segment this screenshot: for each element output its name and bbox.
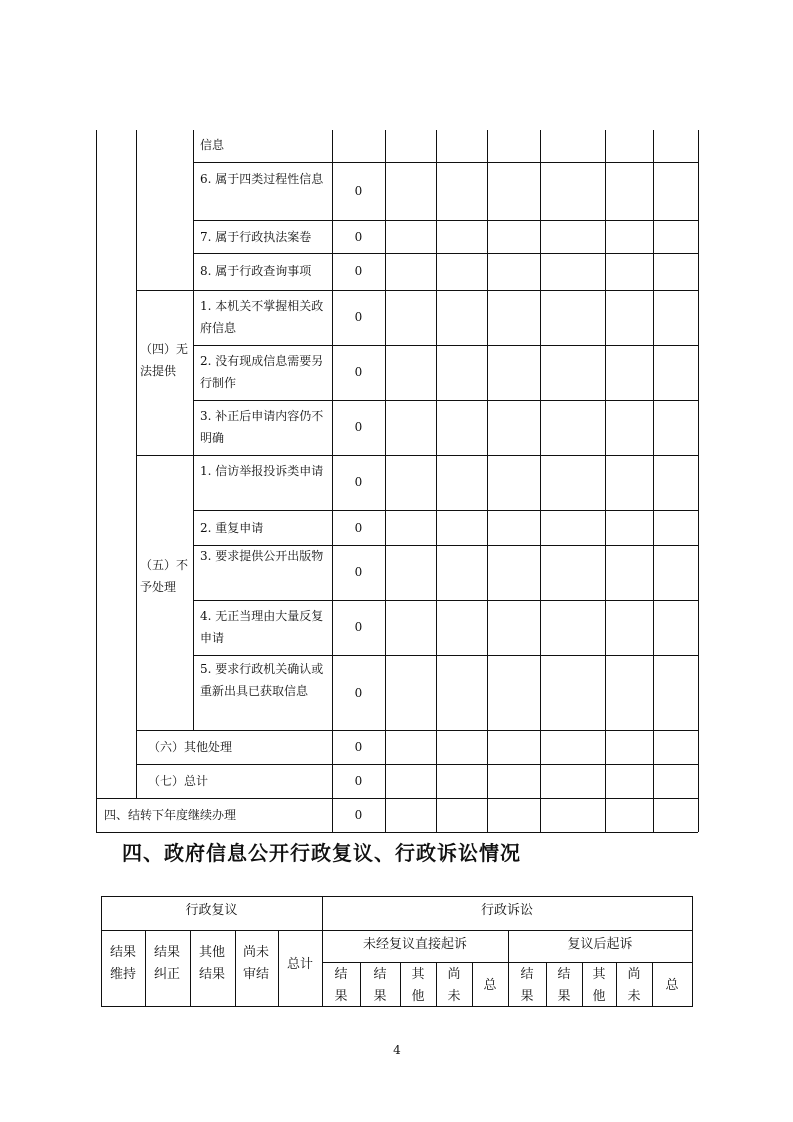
table-value: 0 xyxy=(354,565,363,579)
col-direct-1: 结果 xyxy=(334,967,348,1004)
col-after-4: 尚未 xyxy=(627,967,641,1004)
table-row: 6. 属于四类过程性信息 xyxy=(200,172,324,186)
table-row: 1. 本机关不掌握相关政府信息 xyxy=(200,299,324,335)
table-row: 1. 信访举报投诉类申请 xyxy=(200,464,324,478)
header-litigation: 行政诉讼 xyxy=(480,903,533,918)
col-result-corrected: 结果纠正 xyxy=(153,945,180,982)
header-after-reconsideration: 复议后起诉 xyxy=(567,937,633,952)
table-value: 0 xyxy=(354,521,363,535)
table-value: 0 xyxy=(354,184,363,198)
table-value: 0 xyxy=(354,686,363,700)
group-label-not-processed: （五）不予处理 xyxy=(140,558,189,594)
col-pending: 尚未审结 xyxy=(242,945,269,982)
total-label: （七）总计 xyxy=(148,774,209,788)
table-value: 0 xyxy=(354,310,363,324)
other-handling-value: 0 xyxy=(354,740,363,754)
section-title: 四、政府信息公开行政复议、行政诉讼情况 xyxy=(122,841,521,865)
table-row: 3. 要求提供公开出版物 xyxy=(200,549,324,563)
col-other-result: 其他结果 xyxy=(198,945,225,982)
group-label-cannot-provide: （四）无法提供 xyxy=(140,342,189,378)
table-value: 0 xyxy=(354,264,363,278)
total-value: 0 xyxy=(354,774,363,788)
header-direct-suit: 未经复议直接起诉 xyxy=(362,937,467,952)
table-value: 0 xyxy=(354,420,363,434)
col-after-3: 其他 xyxy=(592,967,606,1004)
table-value: 0 xyxy=(354,475,363,489)
carry-over-label: 四、结转下年度继续办理 xyxy=(104,808,237,822)
col-direct-3: 其他 xyxy=(411,967,425,1004)
table-row: 4. 无正当理由大量反复申请 xyxy=(200,609,324,645)
table-row: 8. 属于行政查询事项 xyxy=(200,264,312,278)
col-direct-4: 尚未 xyxy=(447,967,461,1004)
table-row: 信息 xyxy=(200,138,225,152)
page-number: 4 xyxy=(393,1043,401,1057)
table-row: 2. 重复申请 xyxy=(200,521,264,535)
table-value: 0 xyxy=(354,620,363,634)
table-value: 0 xyxy=(354,230,363,244)
table-row: 7. 属于行政执法案卷 xyxy=(200,230,312,244)
col-result-upheld: 结果维持 xyxy=(109,945,136,982)
table-row: 2. 没有现成信息需要另行制作 xyxy=(200,354,324,390)
col-after-1: 结果 xyxy=(520,967,534,1004)
table-row: 5. 要求行政机关确认或重新出具已获取信息 xyxy=(200,662,324,698)
col-after-2: 结果 xyxy=(557,967,571,1004)
table-value: 0 xyxy=(354,365,363,379)
col-direct-2: 结果 xyxy=(373,967,387,1004)
col-total: 总计 xyxy=(286,957,313,972)
col-after-5: 总 xyxy=(665,978,679,993)
table-row: 3. 补正后申请内容仍不明确 xyxy=(200,409,324,445)
other-handling-label: （六）其他处理 xyxy=(148,740,233,754)
col-direct-5: 总 xyxy=(483,978,497,993)
carry-over-value: 0 xyxy=(354,808,363,822)
header-reconsideration: 行政复议 xyxy=(185,903,238,918)
